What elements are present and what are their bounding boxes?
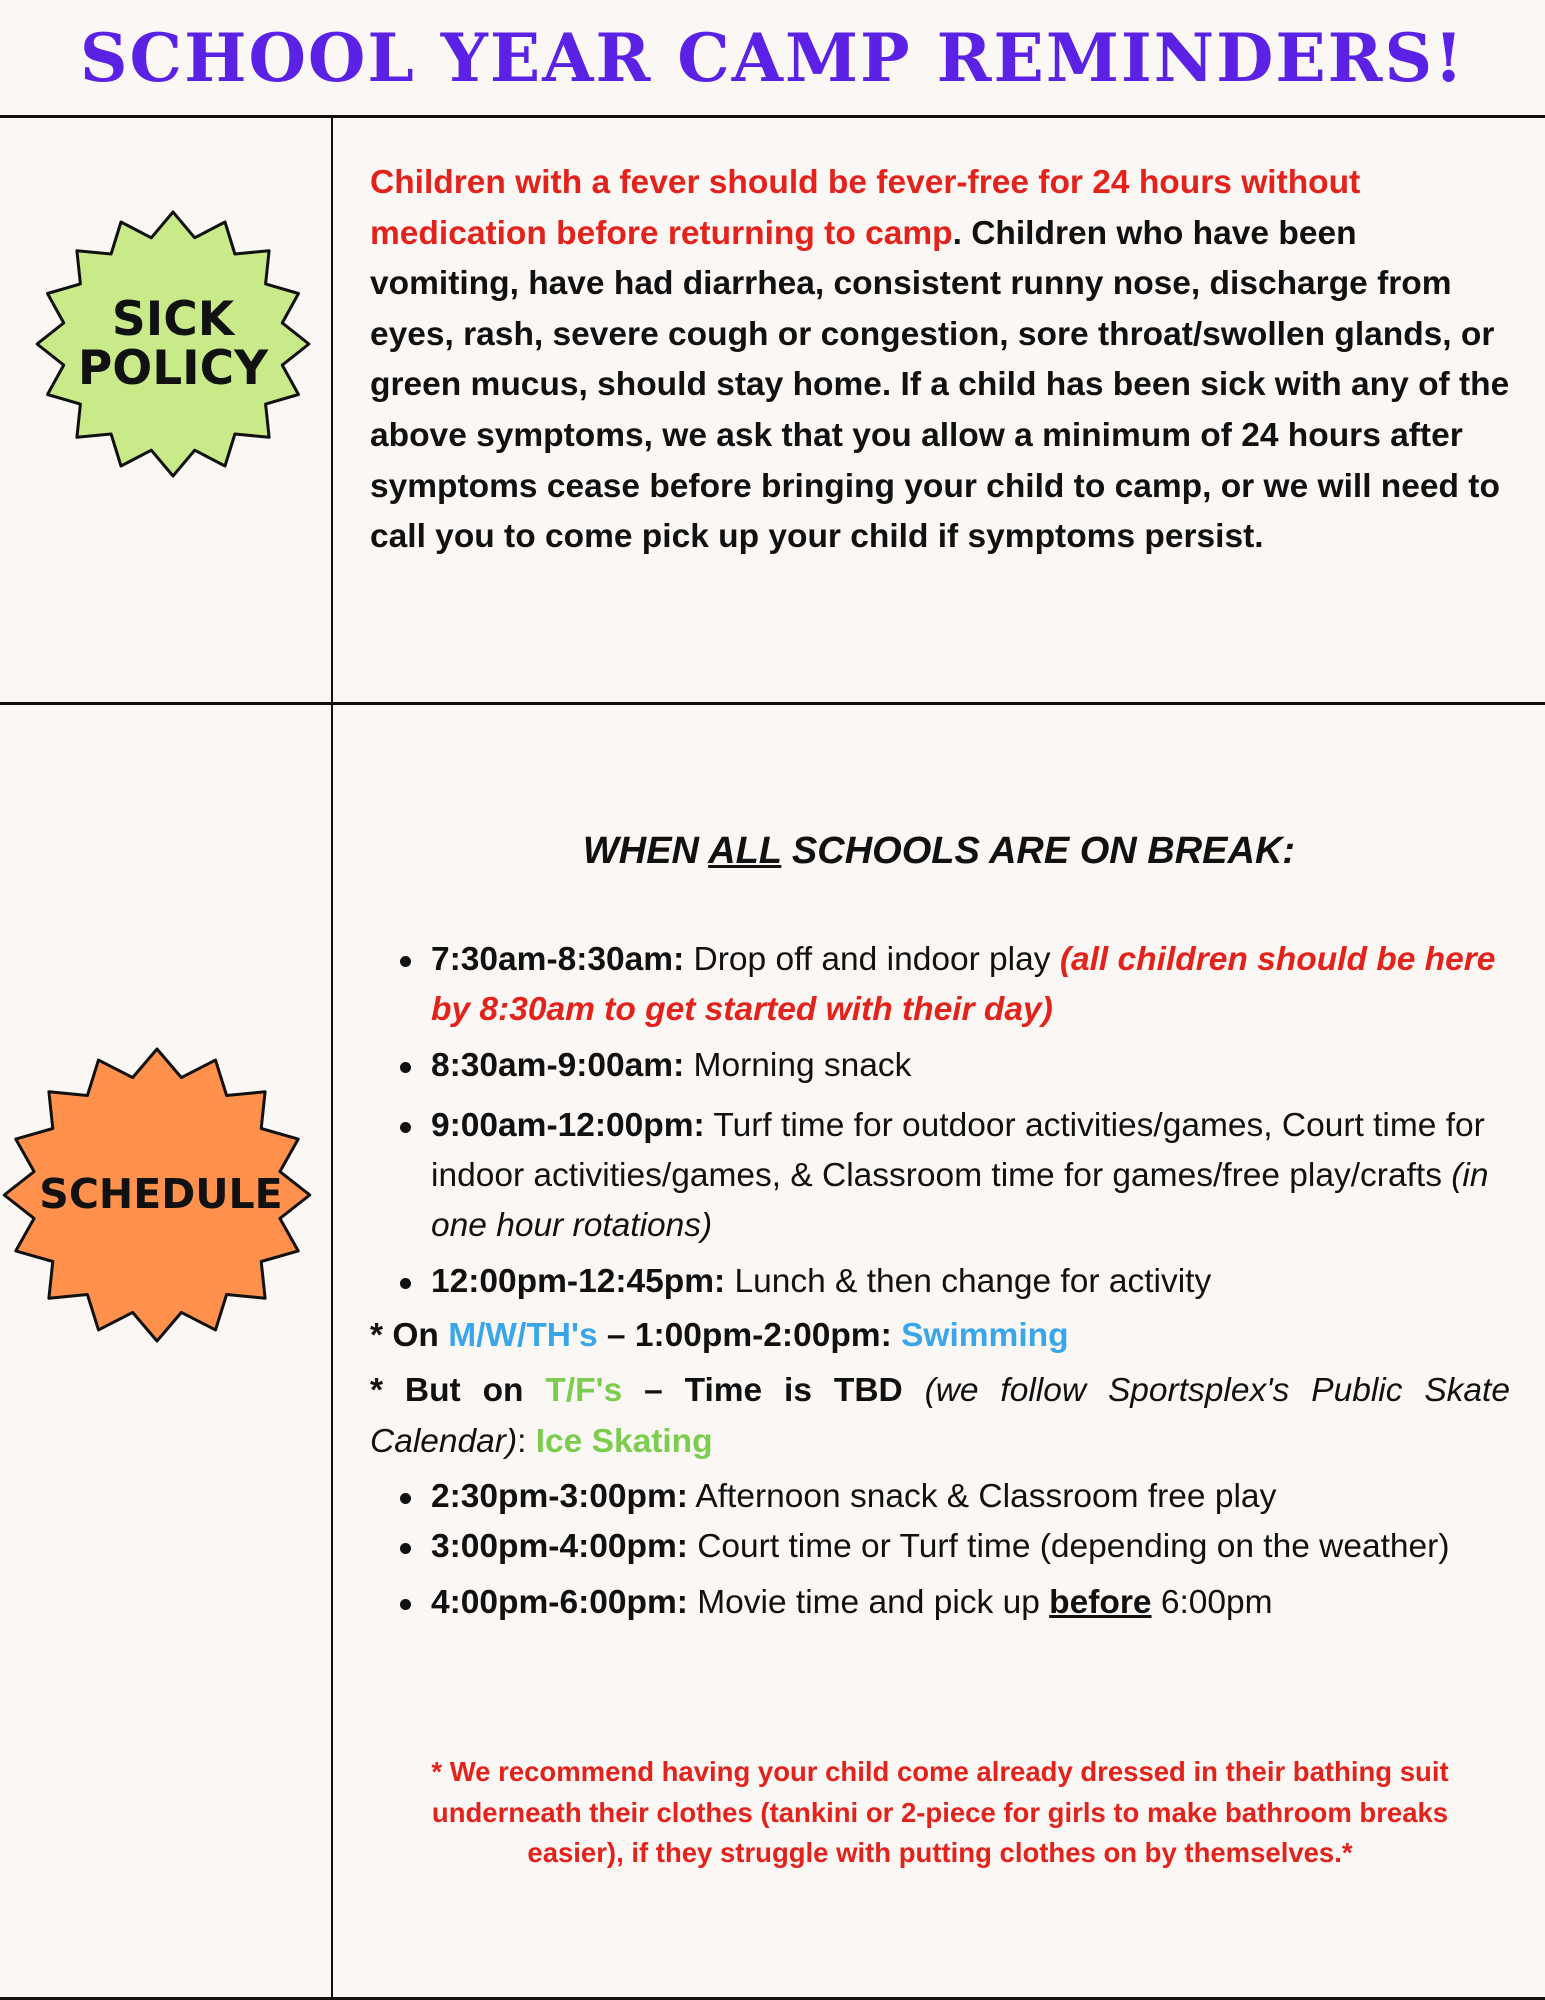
time-range: 2:30pm-3:00pm: bbox=[431, 1478, 688, 1515]
bullet-icon bbox=[400, 956, 411, 967]
time-range: 8:30am-9:00am: bbox=[431, 1047, 685, 1084]
bullet-icon bbox=[400, 1062, 411, 1073]
bullet-icon bbox=[400, 1543, 411, 1554]
list-item bbox=[400, 1472, 1515, 1522]
swimsuit-footnote: * We recommend having your child come already dressed in their bathing suit underneath their clothes (tankini or 2-piece for girls to make bathroom breaks easier), if they struggle with putting clothes on by themselves.* bbox=[431, 1756, 1449, 1868]
swim-activity: Swimming bbox=[901, 1317, 1069, 1354]
skate-activity: Ice Skating bbox=[535, 1423, 713, 1460]
rotation-note: (in one hour rotations) bbox=[431, 1157, 1489, 1244]
activity-text: Afternoon snack & Classroom free play bbox=[687, 1478, 1277, 1515]
time-range: 4:00pm-6:00pm: bbox=[431, 1584, 688, 1621]
time-range: 9:00am-12:00pm: bbox=[431, 1107, 705, 1144]
sick-policy-badge-label: SICK POLICY bbox=[77, 291, 269, 396]
time-range: 12:00pm-12:45pm: bbox=[431, 1263, 726, 1300]
bullet-icon bbox=[400, 1122, 411, 1133]
column-divider bbox=[331, 117, 333, 1997]
schedule-list-morning bbox=[400, 935, 1515, 1307]
list-item bbox=[400, 1041, 1515, 1091]
schedule-badge-label: SCHEDULE bbox=[39, 1170, 283, 1219]
list-item bbox=[400, 1578, 1515, 1628]
bullet-icon bbox=[400, 1278, 411, 1289]
activity-text: Drop off and indoor play bbox=[684, 941, 1060, 978]
list-item bbox=[400, 1101, 1515, 1251]
activity-text: Lunch & then change for activity bbox=[725, 1263, 1212, 1300]
heading-underlined: ALL bbox=[708, 830, 782, 872]
sick-policy-text bbox=[370, 158, 1510, 563]
swim-prefix: * On bbox=[370, 1317, 449, 1354]
time-range: 7:30am-8:30am: bbox=[431, 941, 685, 978]
arrival-note: (all children should be here by 8:30am to get started with their day) bbox=[431, 941, 1496, 1028]
skate-time: – Time is TBD bbox=[622, 1372, 925, 1409]
activity-text: Court time or Turf time (depending on the weather) bbox=[687, 1528, 1450, 1565]
list-item bbox=[400, 935, 1515, 1035]
page-title: SCHOOL YEAR CAMP REMINDERS! bbox=[79, 19, 1466, 97]
sick-policy-badge bbox=[33, 208, 313, 480]
skate-colon: : bbox=[517, 1423, 536, 1460]
activity-text-end: 6:00pm bbox=[1151, 1584, 1273, 1621]
swim-days: M/W/TH's bbox=[448, 1317, 598, 1354]
list-item bbox=[400, 1257, 1515, 1307]
swim-time: – 1:00pm-2:00pm: bbox=[597, 1317, 902, 1354]
skate-days: T/F's bbox=[545, 1372, 623, 1409]
skate-note: (we follow Sportsplex's Public Skate Calendar) bbox=[370, 1372, 1510, 1460]
activity-text: Movie time and pick up bbox=[687, 1584, 1050, 1621]
fever-rule: Children with a fever should be fever-free for 24 hours without medication before returning to camp bbox=[370, 164, 1361, 252]
skate-line bbox=[370, 1365, 1510, 1467]
activity-text: Morning snack bbox=[684, 1047, 912, 1084]
divider bbox=[0, 115, 1545, 118]
divider bbox=[0, 702, 1545, 705]
heading-pre: WHEN bbox=[582, 830, 709, 872]
list-item bbox=[400, 1522, 1515, 1572]
schedule-list-afternoon bbox=[400, 1472, 1515, 1628]
time-range: 3:00pm-4:00pm: bbox=[431, 1528, 688, 1565]
pickup-emphasis: before bbox=[1049, 1584, 1152, 1621]
activity-text: Turf time for outdoor activities/games, Court time for indoor activities/games, & Classroom time for games/free play/crafts bbox=[431, 1107, 1485, 1194]
swim-line bbox=[370, 1310, 1510, 1361]
skate-prefix: * But on bbox=[370, 1372, 546, 1409]
bullet-icon bbox=[400, 1599, 411, 1610]
sick-policy-details: . Children who have been vomiting, have had diarrhea, consistent runny nose, discharge from eyes, rash, severe cough or congestion, sore throat/swollen glands, or green mucus, should stay home. If a child has been sick with any of the above symptoms, we ask that you allow a minimum of 24 hours after symptoms cease before bringing your child to camp, or we will need to call you to come pick up your child if symptoms persist. bbox=[370, 214, 1510, 556]
schedule-heading bbox=[333, 830, 1545, 873]
heading-post: SCHOOLS ARE ON BREAK: bbox=[781, 830, 1296, 872]
schedule-badge bbox=[0, 1045, 314, 1345]
bullet-icon bbox=[400, 1493, 411, 1504]
